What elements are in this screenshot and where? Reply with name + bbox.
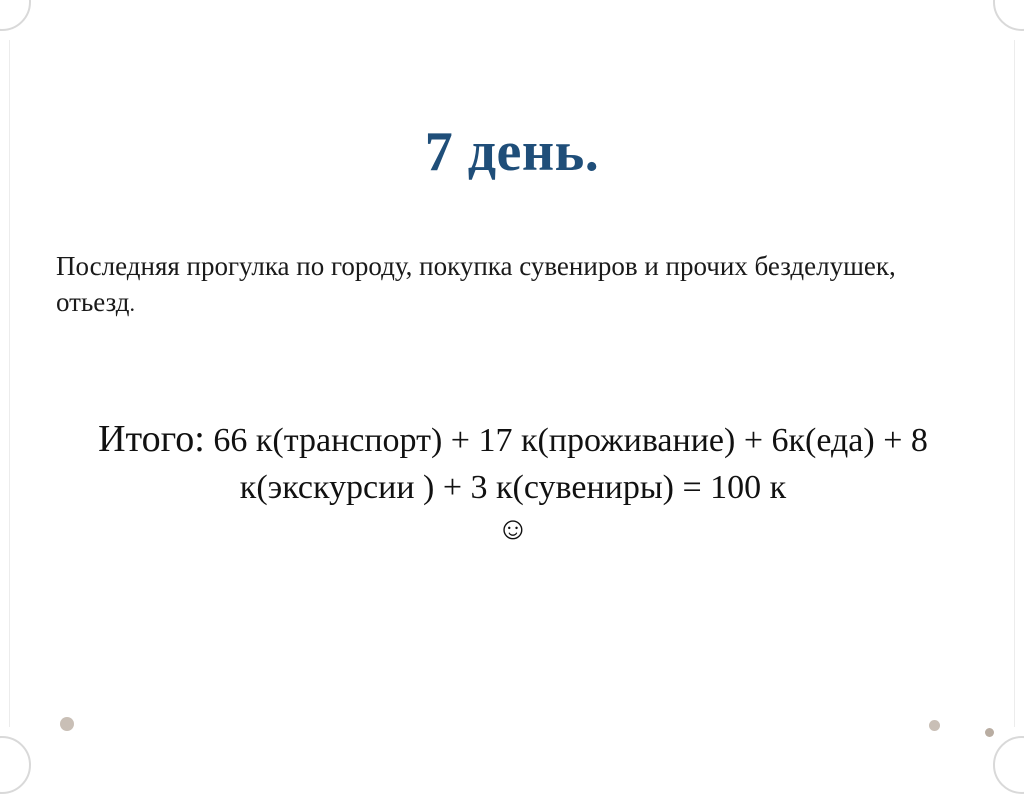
frame-corner-top-left-icon [0,0,31,31]
frame-corner-top-right-icon [993,0,1024,31]
slide-body-text-tail: . [129,290,135,316]
slide-total-paragraph [48,414,978,546]
decorative-dot-corner [985,728,994,737]
decorative-dot-right [929,720,940,731]
slide-total-label: Итого: [98,418,205,460]
slide-title: 7 день. [424,120,600,183]
decorative-dot-left [60,717,74,731]
slide-body-text: Последняя прогулка по городу, покупка сувениров и прочих безделушек, отьезд [56,251,896,317]
slide-body-paragraph [56,249,956,320]
smiley-face-icon: ☺ [496,510,530,547]
frame-corner-bottom-left-icon [0,736,31,794]
slide-total-value: 66 к(транспорт) + 17 к(проживание) + 6к(еда) + 8 к(экскурсии ) + 3 к(сувениры) = 100 к [204,422,928,507]
frame-corner-bottom-right-icon [993,736,1024,794]
